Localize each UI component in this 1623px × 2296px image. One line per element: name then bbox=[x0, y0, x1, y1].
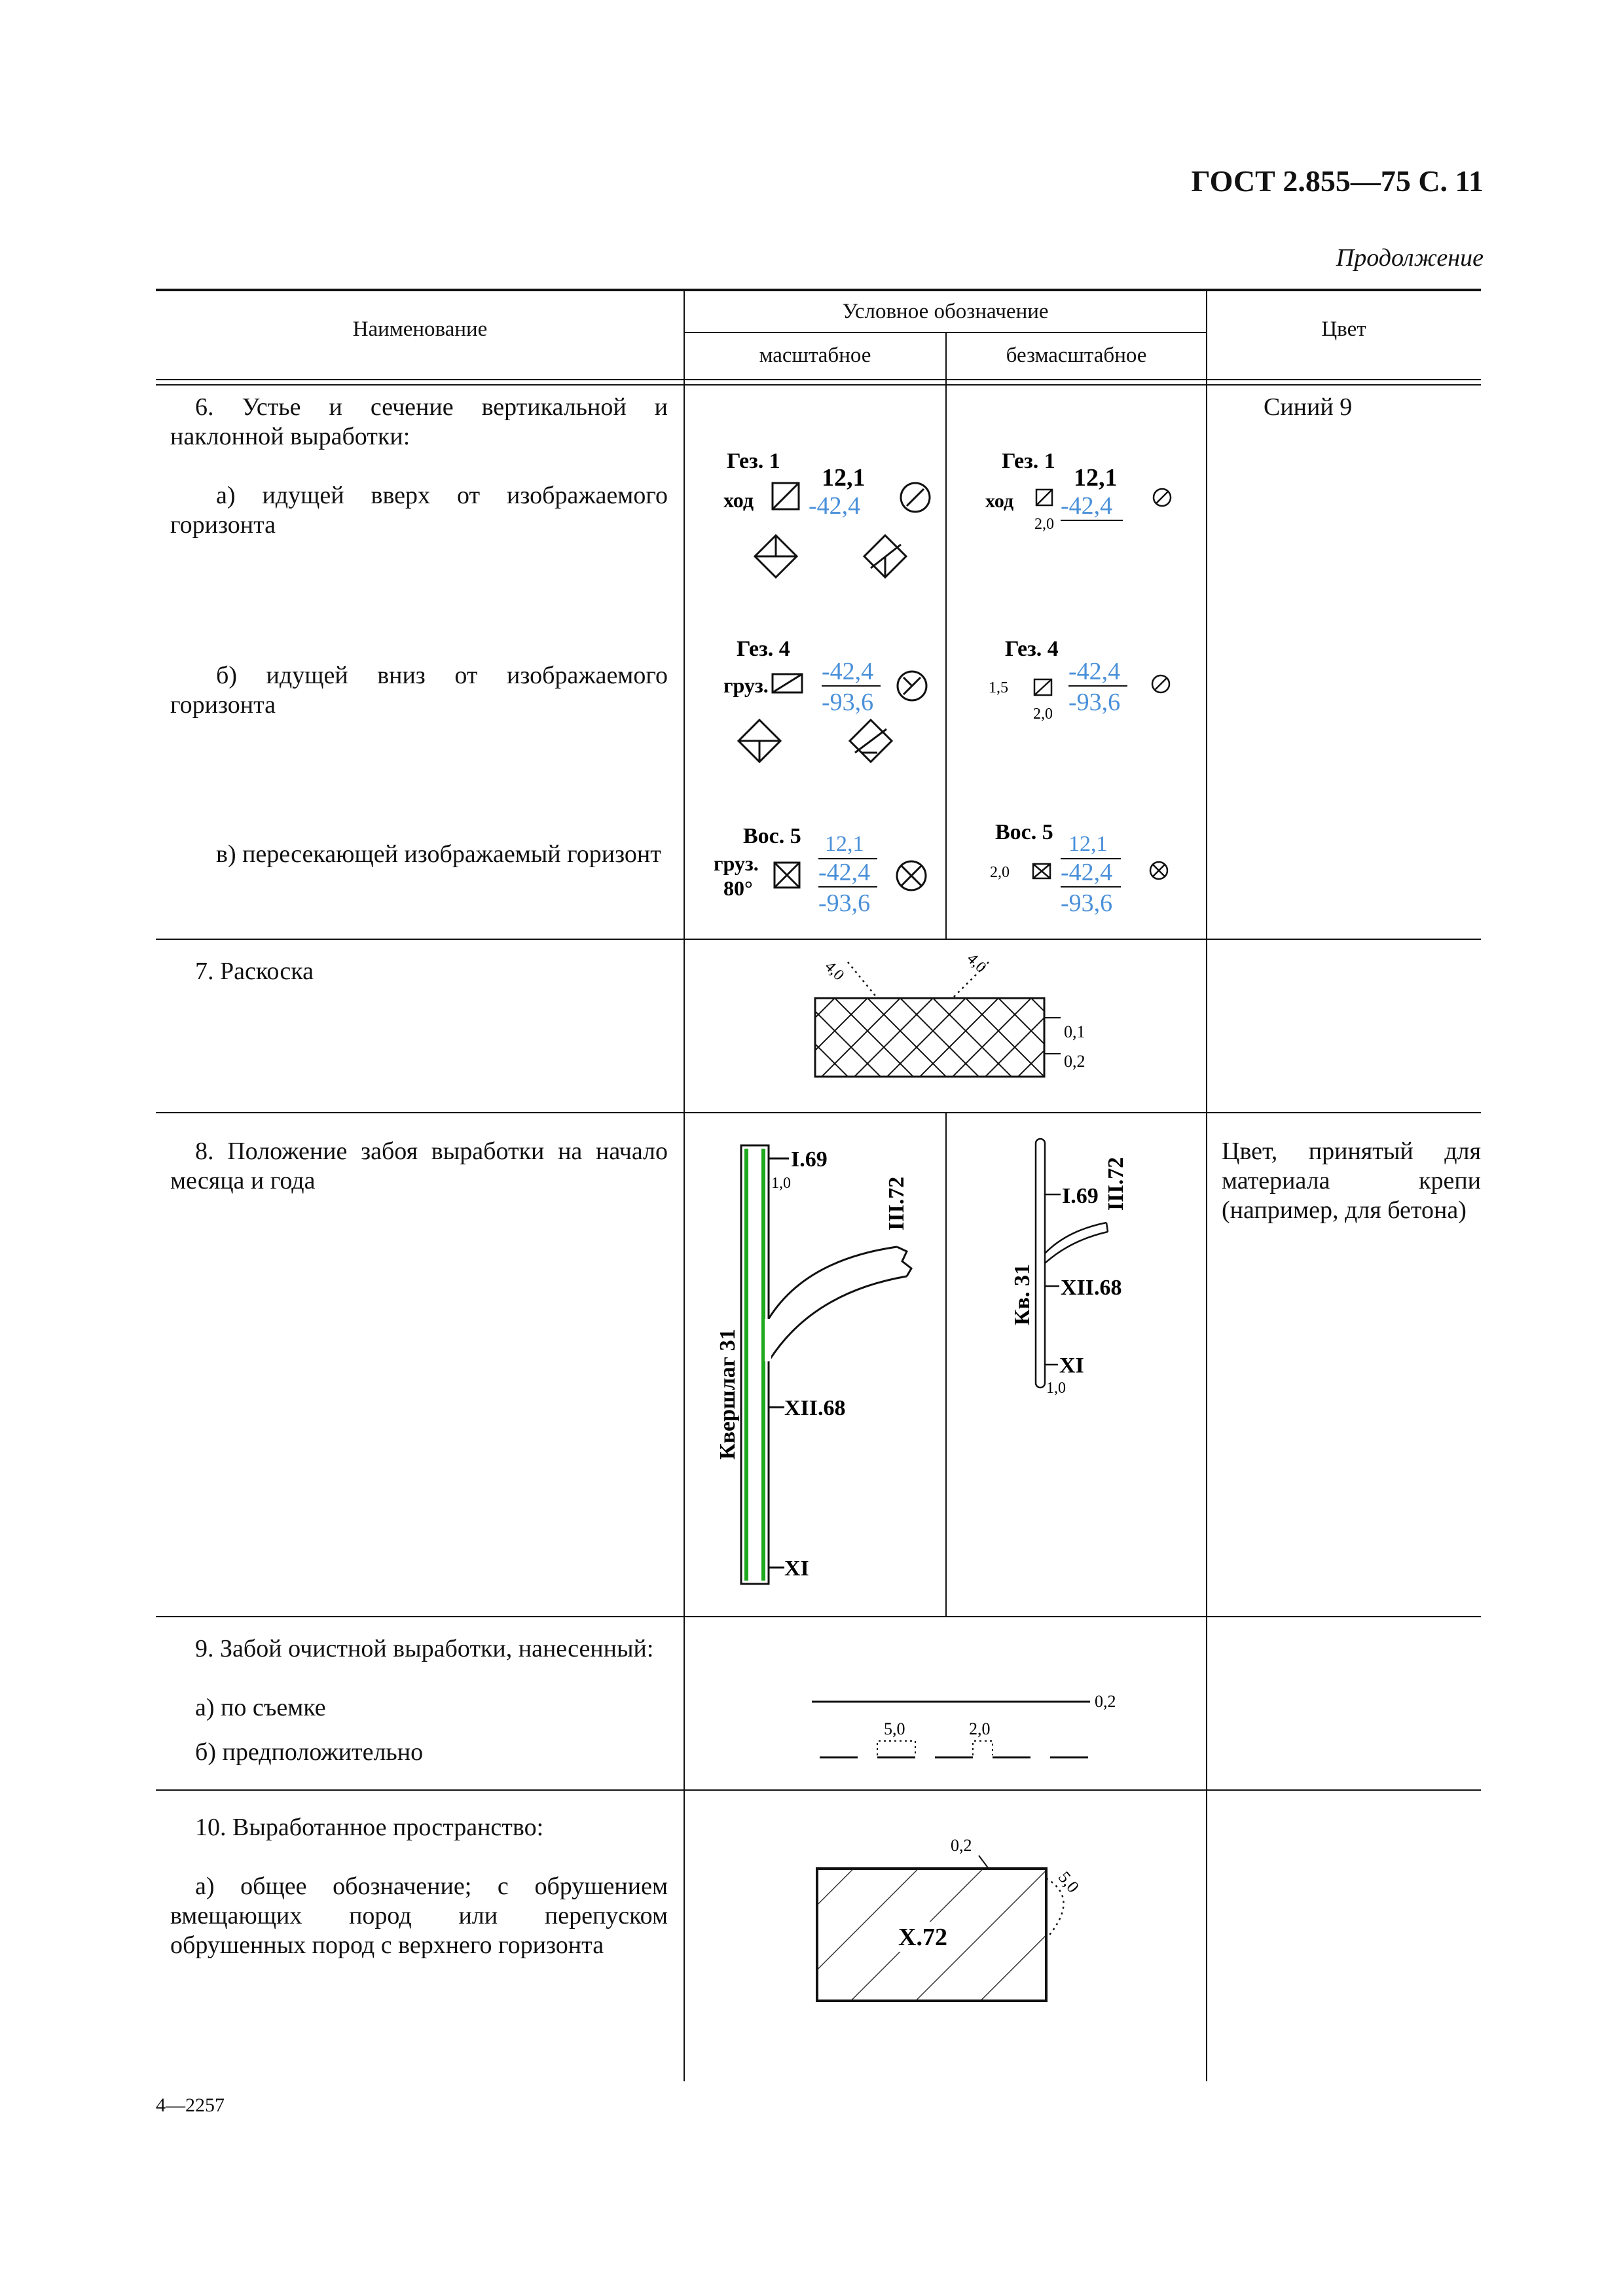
row8-scaled bbox=[716, 1145, 911, 1584]
label-XI: XI bbox=[784, 1556, 809, 1581]
page-footer: 4—2257 bbox=[156, 2094, 225, 2116]
label-gez4-u: Гез. 4 bbox=[1005, 637, 1059, 661]
label-XI-u: XI bbox=[1059, 1354, 1084, 1378]
value-cu-42-4: -42,4 bbox=[1061, 859, 1113, 886]
shaft-cross-icon bbox=[775, 863, 799, 888]
circle-down-icon bbox=[898, 672, 926, 700]
rhombus-down-icon bbox=[739, 720, 780, 762]
label-gruz-c: груз. bbox=[714, 852, 759, 875]
dim-0-2-r10: 0,2 bbox=[951, 1836, 972, 1855]
shaft-down-small-icon bbox=[1034, 679, 1051, 695]
row9-a: а) по съемке bbox=[195, 1694, 326, 1721]
row6b-scaled bbox=[723, 637, 926, 762]
continuation-label: Продолжение bbox=[1336, 244, 1484, 272]
shaft-up-icon bbox=[773, 483, 799, 509]
label-vos5-u: Вос. 5 bbox=[995, 820, 1053, 844]
label-gez1: Гез. 1 bbox=[727, 449, 780, 473]
rhombus-up-icon bbox=[755, 535, 797, 577]
shaft-up-small-icon bbox=[1036, 490, 1052, 505]
col-header-symbol: Условное обозначение bbox=[842, 300, 1049, 323]
circle-down-small-icon bbox=[1152, 675, 1169, 692]
dim-0-1: 0,1 bbox=[1064, 1022, 1085, 1041]
dim-1-0-u: 1,0 bbox=[1046, 1380, 1066, 1397]
dim-2-0-r9: 2,0 bbox=[969, 1719, 991, 1738]
label-kv31: Кв. 31 bbox=[1010, 1263, 1034, 1325]
row6c-unscaled bbox=[990, 820, 1167, 917]
dim-1-5: 1,5 bbox=[989, 679, 1008, 696]
row10-a: а) общее обозначение; с обрушением вмещающих пород или перепуском обрушенных пород с верхнего горизонта bbox=[170, 1873, 668, 1959]
label-hod-u: ход bbox=[985, 490, 1014, 512]
rhombus-up-alt-icon bbox=[864, 535, 906, 577]
col-header-scaled: масштабное bbox=[759, 344, 871, 367]
dim-4-0-a: 4,0 bbox=[821, 958, 848, 984]
row6a-scaled bbox=[723, 449, 930, 577]
dim-1-0: 1,0 bbox=[771, 1175, 791, 1192]
value-c-93-6: -93,6 bbox=[818, 889, 871, 917]
dim-0-2-r9: 0,2 bbox=[1095, 1692, 1116, 1711]
value-c-12-1: 12,1 bbox=[825, 832, 864, 856]
value-minus-42-4-u: -42,4 bbox=[1061, 492, 1113, 520]
row6c-scaled bbox=[714, 824, 926, 917]
row6-a: а) идущей вверх от изображаемого горизонта bbox=[170, 482, 668, 539]
row6-color: Синий 9 bbox=[1264, 393, 1353, 421]
row8-title: 8. Положение забоя выработки на начало месяца и года bbox=[170, 1138, 668, 1194]
label-I69-u: I.69 bbox=[1062, 1184, 1099, 1208]
label-gez4: Гез. 4 bbox=[737, 637, 790, 661]
label-vos5: Вос. 5 bbox=[743, 824, 801, 848]
dim-5-0: 5,0 bbox=[884, 1719, 905, 1738]
label-III72-u: III.72 bbox=[1104, 1157, 1128, 1211]
row6-b: б) идущей вниз от изображаемого горизонта bbox=[170, 662, 668, 719]
row7-title: 7. Раскоска bbox=[195, 958, 314, 985]
value-cu-93-6: -93,6 bbox=[1061, 889, 1113, 917]
page-header: ГОСТ 2.855—75 С. 11 bbox=[1191, 164, 1484, 198]
dim-2-0-b: 2,0 bbox=[1033, 706, 1053, 723]
col-header-unscaled: безмасштабное bbox=[1006, 344, 1147, 367]
dim-0-2: 0,2 bbox=[1064, 1052, 1085, 1071]
label-gruz: груз. bbox=[723, 673, 769, 697]
col-header-color: Цвет bbox=[1321, 317, 1366, 341]
circle-cross-icon bbox=[897, 861, 926, 890]
row9-symbols bbox=[812, 1692, 1116, 1757]
row9-b: б) предположительно bbox=[195, 1738, 424, 1766]
dim-2-0-c: 2,0 bbox=[990, 864, 1010, 881]
row10-title: 10. Выработанное пространство: bbox=[195, 1814, 544, 1841]
row9-title: 9. Забой очистной выработки, нанесенный: bbox=[195, 1635, 654, 1662]
row6-c: в) пересекающей изображаемый горизонт bbox=[216, 840, 661, 868]
dim-4-0-b: 4,0 bbox=[963, 950, 990, 977]
row6b-unscaled bbox=[989, 637, 1169, 723]
row6-title: 6. Устье и сечение вертикальной и наклонной выработки: bbox=[170, 393, 668, 450]
row8-unscaled bbox=[1010, 1139, 1128, 1397]
col-header-name: Наименование bbox=[352, 317, 488, 341]
value-b-42-4: -42,4 bbox=[822, 658, 874, 685]
row10-symbol bbox=[817, 1836, 1083, 2001]
value-12-1: 12,1 bbox=[822, 464, 866, 492]
label-XII68: XII.68 bbox=[784, 1396, 846, 1420]
rhombus-down-alt-icon bbox=[850, 720, 892, 762]
value-cu-12-1: 12,1 bbox=[1068, 832, 1108, 856]
value-minus-42-4: -42,4 bbox=[809, 492, 861, 520]
row8-color: Цвет, принятый для материала крепи (например, для бетона) bbox=[1222, 1138, 1481, 1224]
circle-up-icon bbox=[901, 483, 930, 512]
dim-5-0-r10: 5,0 bbox=[1054, 1867, 1083, 1897]
value-12-1-u: 12,1 bbox=[1074, 464, 1118, 492]
shaft-cross-small-icon bbox=[1033, 864, 1050, 878]
circle-cross-small-icon bbox=[1150, 862, 1167, 879]
label-gez1-u: Гез. 1 bbox=[1002, 449, 1055, 473]
label-hod: ход bbox=[723, 488, 754, 512]
label-80deg: 80° bbox=[723, 876, 753, 900]
value-b-93-6: -93,6 bbox=[822, 689, 874, 716]
row7-symbol bbox=[815, 950, 1085, 1077]
label-I69: I.69 bbox=[791, 1147, 828, 1172]
shaft-down-icon bbox=[773, 674, 802, 692]
label-III72: III.72 bbox=[884, 1176, 909, 1230]
row6a-unscaled bbox=[985, 449, 1171, 533]
value-bu-93-6: -93,6 bbox=[1068, 689, 1121, 716]
circle-up-small-icon bbox=[1154, 489, 1171, 506]
cross-hatch-rect bbox=[815, 998, 1044, 1077]
dim-2-0: 2,0 bbox=[1034, 516, 1054, 533]
label-XII68-u: XII.68 bbox=[1061, 1276, 1122, 1300]
label-X72: X.72 bbox=[898, 1924, 947, 1951]
label-kvershlag: Квершлаг 31 bbox=[716, 1329, 740, 1460]
value-c-42-4: -42,4 bbox=[818, 859, 871, 886]
value-bu-42-4: -42,4 bbox=[1068, 658, 1121, 685]
